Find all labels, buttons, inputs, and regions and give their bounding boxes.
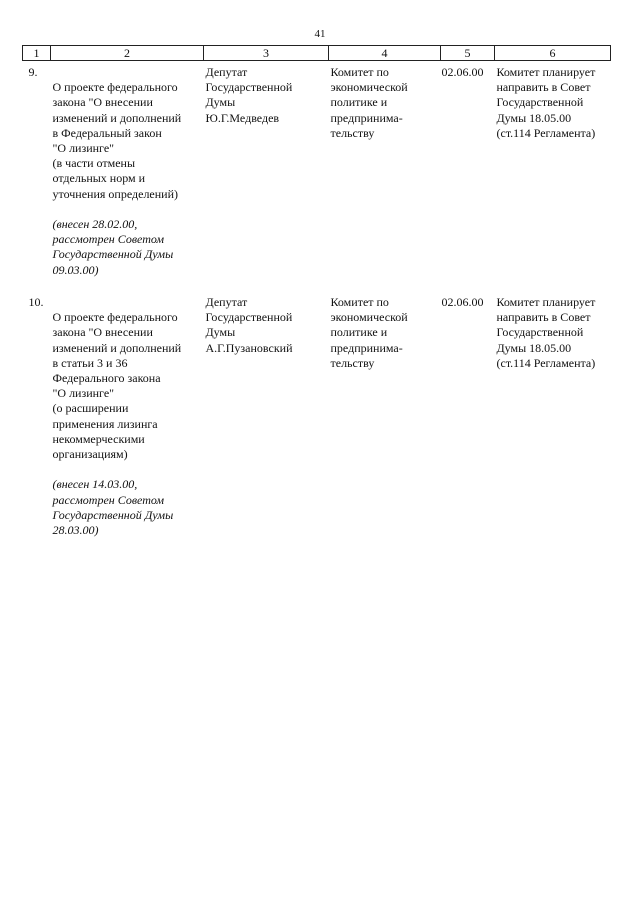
bills-table <box>22 45 611 554</box>
table-body <box>23 61 611 554</box>
responsible-committee: Комитет по экономической политике и предпринима- тельству <box>330 295 408 370</box>
table-row <box>23 293 611 553</box>
bill-author: Депутат Государственной Думы Ю.Г.Медведев <box>205 65 293 125</box>
bill-title: О проекте федерального закона "О внесении изменений и дополнений в Федеральный закон "О лизинге" (в части отмены отдельных норм и уточнения определений) <box>52 80 182 201</box>
bill-description <box>51 61 204 294</box>
column-header: 6 <box>495 46 611 61</box>
header-row <box>23 46 611 61</box>
table-header <box>23 46 611 61</box>
responsible-committee: Комитет по экономической политике и предпринима- тельству <box>330 65 408 140</box>
row-number: 9. <box>28 65 38 79</box>
table-row <box>23 61 611 294</box>
column-header: 3 <box>204 46 329 61</box>
bill-plan: Комитет планирует направить в Совет Государственной Думы 18.05.00 (ст.114 Регламента) <box>496 65 596 140</box>
column-header: 5 <box>441 46 495 61</box>
bill-submission-note: (внесен 28.02.00, рассмотрен Советом Государственной Думы 09.03.00) <box>52 217 174 277</box>
row-number: 10. <box>28 295 44 310</box>
bill-description <box>51 293 204 553</box>
bill-plan: Комитет планирует направить в Совет Государственной Думы 18.05.00 (ст.114 Регламента) <box>496 295 596 370</box>
column-header: 4 <box>329 46 441 61</box>
page-number: 41 <box>314 28 326 40</box>
bill-submission-note: (внесен 14.03.00, рассмотрен Советом Государственной Думы 28.03.00) <box>52 477 174 538</box>
bill-author: Депутат Государственной Думы А.Г.Пузановский <box>205 295 293 355</box>
column-header: 1 <box>23 46 51 61</box>
bill-title: О проекте федерального закона "О внесении изменений и дополнений в статьи 3 и 36 Федерального закона "О лизинге" (о расширении применения лизинга некоммерческими организациям) <box>52 310 182 462</box>
bill-date: 02.06.00 <box>441 65 484 79</box>
column-header: 2 <box>51 46 204 61</box>
bill-date: 02.06.00 <box>441 295 484 310</box>
